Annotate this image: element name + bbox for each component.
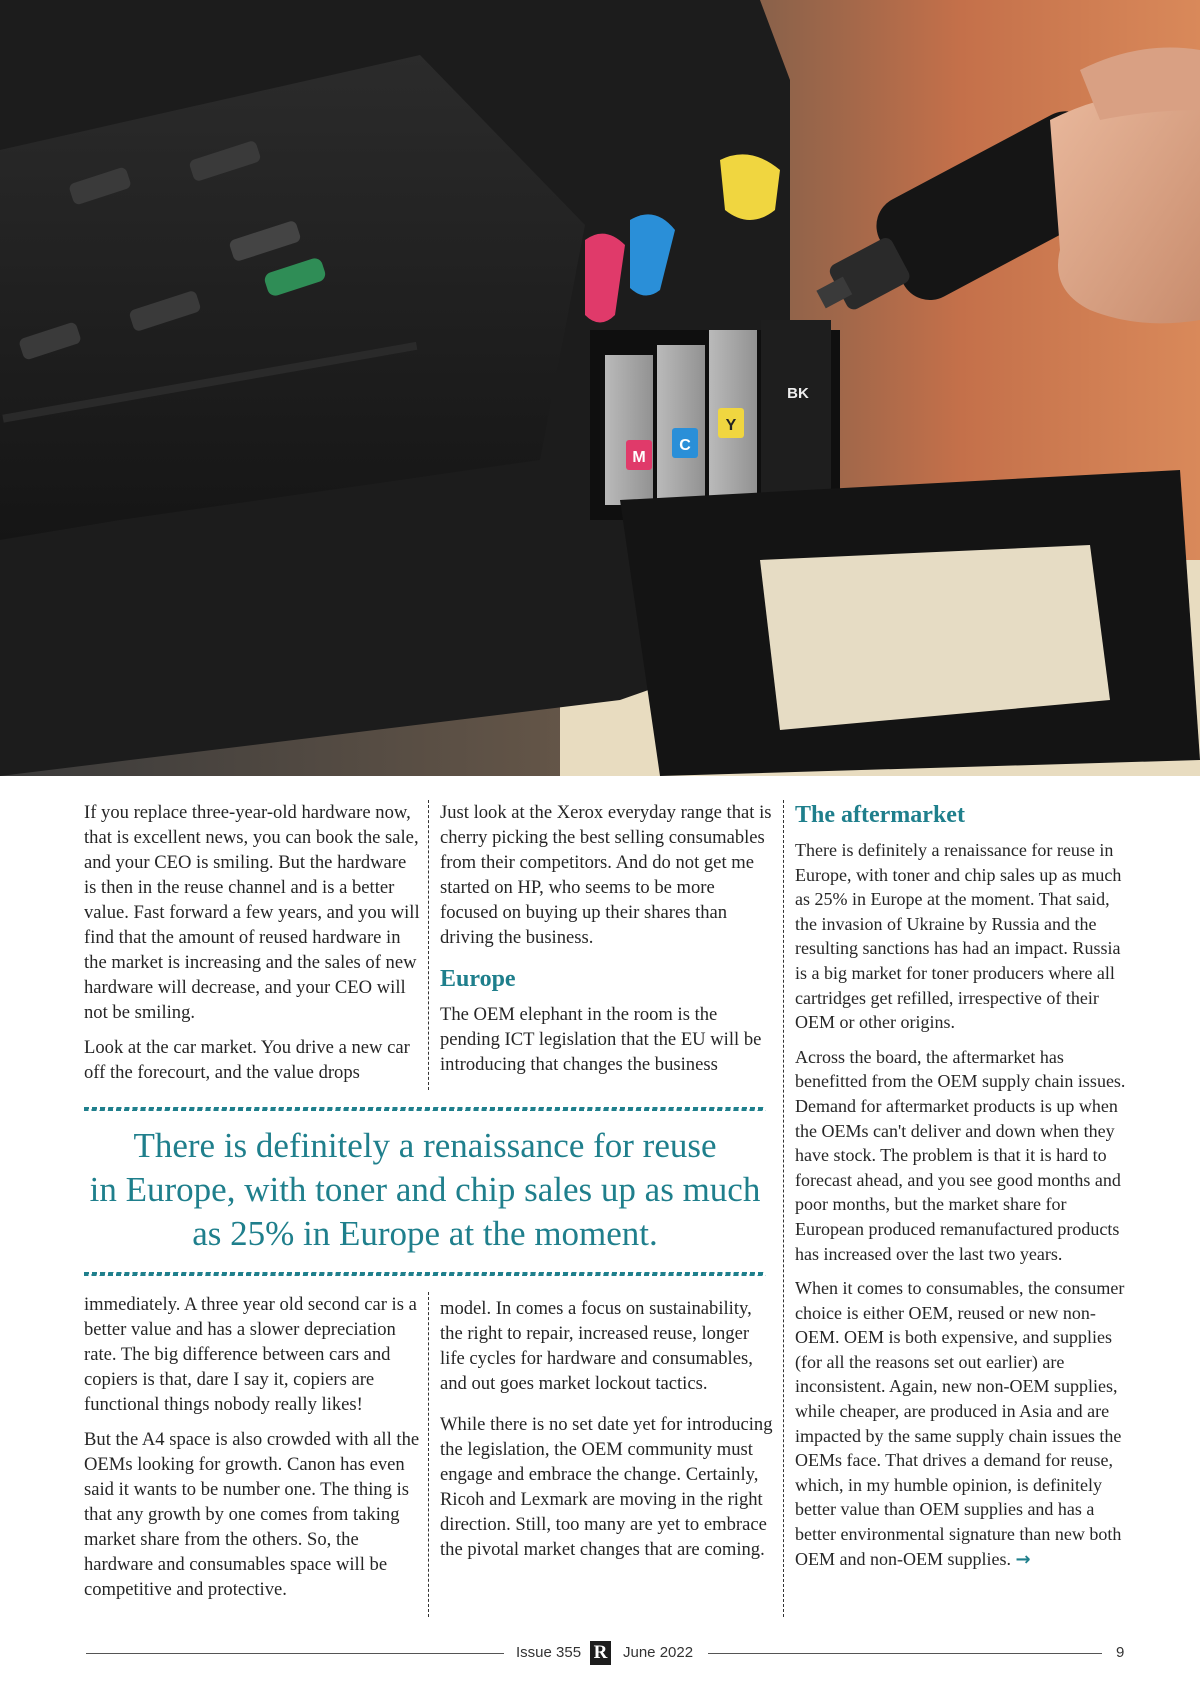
footer-date: June 2022: [623, 1644, 694, 1661]
section-heading-aftermarket: The aftermarket: [795, 802, 965, 828]
body-paragraph: There is definitely a renaissance for reuse in Europe, with toner and chip sales up as much as 25% in Europe at the moment. That said, the invasion of Ukraine by Russia and the resulting sanctions has had an impact. Russia is a big market for toner producers where all cartridges get refilled, irrespective of their OEM or other origins.: [795, 840, 1122, 1033]
tank-label-cyan: C: [679, 437, 691, 454]
tank-label-magenta: M: [632, 449, 646, 466]
body-paragraph: While there is no set date yet for introducing the legislation, the OEM community must engage and embrace the change. Certainly, Ricoh and Lexmark are moving in the right direction. Still, too many are yet to embrace the pivotal market changes that are coming.: [440, 1414, 773, 1560]
footer-rule-right: [708, 1653, 1102, 1654]
column-divider: [783, 800, 784, 1617]
body-paragraph: Across the board, the aftermarket has benefitted from the OEM supply chain issues. Demand for aftermarket products is up when the OEMs can't deliver and down when they have stock. The problem is that it is hard to forecast ahead, and you see good months and poor months, but the market share for European produced remanufactured products has increased over the last two years.: [795, 1046, 1126, 1264]
body-paragraph: [795, 1276, 1131, 1572]
body-paragraph: The OEM elephant in the room is the pending ICT legislation that the EU will be introducing that changes the business: [440, 1004, 762, 1075]
section-heading-europe: Europe: [440, 966, 516, 992]
body-paragraph: But the A4 space is also crowded with all the OEMs looking for growth. Canon has even said it wants to be number one. The thing is that any growth by one comes from taking market share from the others. So, the hardware and consumables space will be competitive and protective.: [84, 1429, 420, 1600]
footer-rule-left: [86, 1653, 504, 1654]
pull-quote: [78, 1124, 772, 1256]
body-paragraph: immediately. A three year old second car is a better value and has a slower depreciation rate. The big difference between cars and copiers is that, dare I say it, copiers are functional things nobody really likes!: [84, 1294, 417, 1415]
article-column-3: [795, 800, 1131, 1582]
body-paragraph: model. In comes a focus on sustainability, the right to repair, increased reuse, longer life cycles for hardware and consumables, and out goes market lockout tactics.: [440, 1298, 753, 1394]
article-column-1-bottom: [84, 1292, 420, 1612]
magazine-logo: R: [590, 1641, 611, 1665]
continue-arrow-icon: →: [1015, 1548, 1031, 1570]
article-column-2-top: [440, 800, 775, 1087]
body-paragraph: If you replace three-year-old hardware now, that is excellent news, you can book the sale, and your CEO is smiling. But the hardware is then in the reuse channel and is a better value. Fast forward a few years, and you will find that the amount of reused hardware in the market is increasing and the sales of new hardware will decrease, and your CEO will not be smiling.: [84, 802, 420, 1023]
column-divider: [428, 800, 429, 1090]
page-number: 9: [1116, 1644, 1125, 1661]
pull-quote-line: There is definitely a renaissance for reuse: [133, 1126, 717, 1165]
pull-quote-top-rule: [84, 1107, 766, 1111]
article-column-1-top: [84, 800, 420, 1095]
hero-photo: [0, 0, 1200, 776]
body-paragraph: Look at the car market. You drive a new car off the forecourt, and the value drops: [84, 1037, 410, 1083]
pull-quote-line: as 25% in Europe at the moment.: [192, 1214, 658, 1253]
tank-label-black: BK: [787, 385, 809, 402]
pull-quote-bottom-rule: [84, 1272, 766, 1276]
printer-ink-refill-illustration: [0, 0, 1200, 776]
footer-issue: Issue 355: [516, 1644, 582, 1661]
body-paragraph: Just look at the Xerox everyday range that is cherry picking the best selling consumables from their competitors. And do not get me started on HP, who seems to be more focused on buying up their shares than driving the business.: [440, 802, 772, 948]
tank-label-yellow: Y: [725, 417, 737, 434]
body-paragraph-text: When it comes to consumables, the consumer choice is either OEM, reused or new non-OEM. OEM is both expensive, and supplies (for all the reasons set out earlier) are inconsistent. Again, new non-OEM supplies, while cheaper, are produced in Asia and are impacted by the same supply chain issues the OEMs face. That drives a demand for reuse, which, in my humble opinion, is definitely better value than OEM supplies and has a better environmental signature than new both OEM and non-OEM supplies.: [795, 1278, 1125, 1569]
column-divider: [428, 1292, 429, 1617]
article-column-2-bottom: [440, 1296, 775, 1572]
pull-quote-line: in Europe, with toner and chip sales up as much: [89, 1170, 761, 1209]
